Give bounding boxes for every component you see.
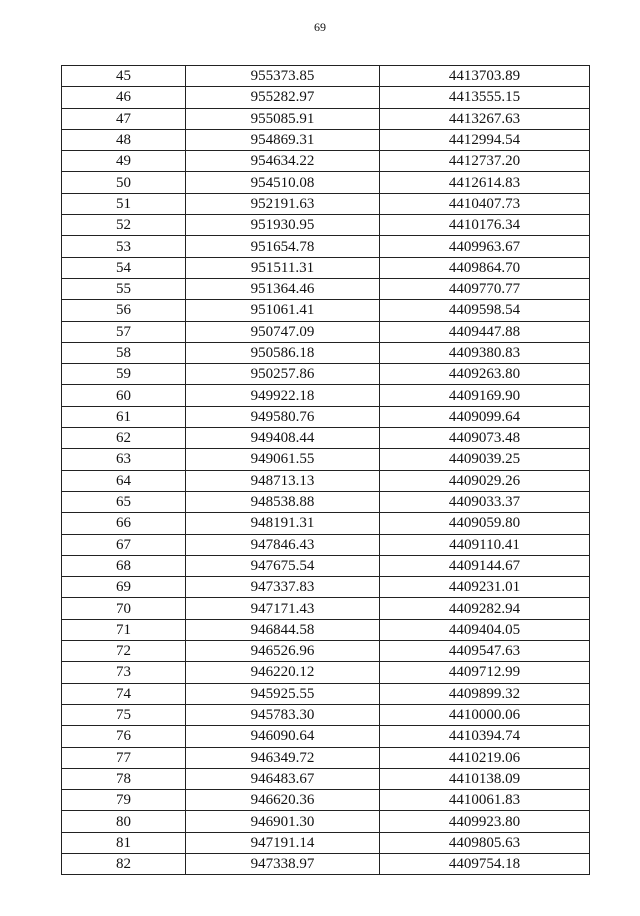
table-row xyxy=(62,172,590,193)
table-row xyxy=(62,193,590,214)
x-coordinate-cell: 948713.13 xyxy=(186,470,380,491)
point-number-cell: 75 xyxy=(62,704,186,725)
table-row xyxy=(62,790,590,811)
x-coordinate-cell: 946901.30 xyxy=(186,811,380,832)
table-row xyxy=(62,66,590,87)
y-coordinate-cell: 4409923.80 xyxy=(380,811,590,832)
point-number-cell: 60 xyxy=(62,385,186,406)
table-row xyxy=(62,151,590,172)
point-number-cell: 64 xyxy=(62,470,186,491)
page-number: 69 xyxy=(314,20,326,34)
y-coordinate-cell: 4409770.77 xyxy=(380,278,590,299)
point-number-cell: 58 xyxy=(62,342,186,363)
x-coordinate-cell: 955085.91 xyxy=(186,108,380,129)
y-coordinate-cell: 4413703.89 xyxy=(380,66,590,87)
point-number-cell: 54 xyxy=(62,257,186,278)
table-row xyxy=(62,641,590,662)
point-number-cell: 47 xyxy=(62,108,186,129)
y-coordinate-cell: 4410061.83 xyxy=(380,790,590,811)
x-coordinate-cell: 945783.30 xyxy=(186,704,380,725)
table-row xyxy=(62,832,590,853)
y-coordinate-cell: 4409099.64 xyxy=(380,406,590,427)
point-number-cell: 59 xyxy=(62,364,186,385)
table-row xyxy=(62,726,590,747)
table-row xyxy=(62,215,590,236)
point-number-cell: 66 xyxy=(62,513,186,534)
y-coordinate-cell: 4410138.09 xyxy=(380,768,590,789)
table-row xyxy=(62,129,590,150)
x-coordinate-cell: 951654.78 xyxy=(186,236,380,257)
table-row xyxy=(62,491,590,512)
y-coordinate-cell: 4409380.83 xyxy=(380,342,590,363)
table-row xyxy=(62,108,590,129)
y-coordinate-cell: 4409263.80 xyxy=(380,364,590,385)
point-number-cell: 76 xyxy=(62,726,186,747)
point-number-cell: 50 xyxy=(62,172,186,193)
point-number-cell: 78 xyxy=(62,768,186,789)
point-number-cell: 49 xyxy=(62,151,186,172)
x-coordinate-cell: 948538.88 xyxy=(186,491,380,512)
y-coordinate-cell: 4409598.54 xyxy=(380,300,590,321)
table-row xyxy=(62,406,590,427)
point-number-cell: 74 xyxy=(62,683,186,704)
table-row xyxy=(62,449,590,470)
point-number-cell: 52 xyxy=(62,215,186,236)
y-coordinate-cell: 4413267.63 xyxy=(380,108,590,129)
table-row xyxy=(62,853,590,874)
x-coordinate-cell: 955373.85 xyxy=(186,66,380,87)
y-coordinate-cell: 4409110.41 xyxy=(380,534,590,555)
point-number-cell: 69 xyxy=(62,577,186,598)
y-coordinate-cell: 4412614.83 xyxy=(380,172,590,193)
point-number-cell: 48 xyxy=(62,129,186,150)
y-coordinate-cell: 4409404.05 xyxy=(380,619,590,640)
point-number-cell: 67 xyxy=(62,534,186,555)
y-coordinate-cell: 4409864.70 xyxy=(380,257,590,278)
x-coordinate-cell: 946620.36 xyxy=(186,790,380,811)
y-coordinate-cell: 4409447.88 xyxy=(380,321,590,342)
x-coordinate-cell: 951930.95 xyxy=(186,215,380,236)
y-coordinate-cell: 4409029.26 xyxy=(380,470,590,491)
point-number-cell: 80 xyxy=(62,811,186,832)
point-number-cell: 70 xyxy=(62,598,186,619)
point-number-cell: 68 xyxy=(62,555,186,576)
x-coordinate-cell: 949580.76 xyxy=(186,406,380,427)
point-number-cell: 81 xyxy=(62,832,186,853)
x-coordinate-cell: 954869.31 xyxy=(186,129,380,150)
x-coordinate-cell: 951061.41 xyxy=(186,300,380,321)
x-coordinate-cell: 952191.63 xyxy=(186,193,380,214)
table-row xyxy=(62,577,590,598)
y-coordinate-cell: 4412737.20 xyxy=(380,151,590,172)
point-number-cell: 65 xyxy=(62,491,186,512)
table-row xyxy=(62,236,590,257)
x-coordinate-cell: 949061.55 xyxy=(186,449,380,470)
table-row xyxy=(62,470,590,491)
y-coordinate-cell: 4409169.90 xyxy=(380,385,590,406)
x-coordinate-cell: 951364.46 xyxy=(186,278,380,299)
point-number-cell: 71 xyxy=(62,619,186,640)
y-coordinate-cell: 4409712.99 xyxy=(380,662,590,683)
y-coordinate-cell: 4409033.37 xyxy=(380,491,590,512)
y-coordinate-cell: 4409073.48 xyxy=(380,428,590,449)
table-row xyxy=(62,811,590,832)
table-row xyxy=(62,534,590,555)
x-coordinate-cell: 946844.58 xyxy=(186,619,380,640)
table-row xyxy=(62,768,590,789)
y-coordinate-cell: 4413555.15 xyxy=(380,87,590,108)
point-number-cell: 77 xyxy=(62,747,186,768)
x-coordinate-cell: 946483.67 xyxy=(186,768,380,789)
point-number-cell: 51 xyxy=(62,193,186,214)
table-row xyxy=(62,87,590,108)
point-number-cell: 57 xyxy=(62,321,186,342)
point-number-cell: 61 xyxy=(62,406,186,427)
y-coordinate-cell: 4410394.74 xyxy=(380,726,590,747)
x-coordinate-cell: 946220.12 xyxy=(186,662,380,683)
point-number-cell: 82 xyxy=(62,853,186,874)
y-coordinate-cell: 4410000.06 xyxy=(380,704,590,725)
y-coordinate-cell: 4409899.32 xyxy=(380,683,590,704)
x-coordinate-cell: 946090.64 xyxy=(186,726,380,747)
point-number-cell: 62 xyxy=(62,428,186,449)
y-coordinate-cell: 4409144.67 xyxy=(380,555,590,576)
x-coordinate-cell: 954510.08 xyxy=(186,172,380,193)
x-coordinate-cell: 954634.22 xyxy=(186,151,380,172)
x-coordinate-cell: 949408.44 xyxy=(186,428,380,449)
table-row xyxy=(62,704,590,725)
y-coordinate-cell: 4409754.18 xyxy=(380,853,590,874)
table-row xyxy=(62,662,590,683)
table-row xyxy=(62,683,590,704)
table-row xyxy=(62,364,590,385)
y-coordinate-cell: 4409805.63 xyxy=(380,832,590,853)
point-number-cell: 73 xyxy=(62,662,186,683)
point-number-cell: 63 xyxy=(62,449,186,470)
x-coordinate-cell: 949922.18 xyxy=(186,385,380,406)
x-coordinate-cell: 946349.72 xyxy=(186,747,380,768)
y-coordinate-cell: 4412994.54 xyxy=(380,129,590,150)
x-coordinate-cell: 950257.86 xyxy=(186,364,380,385)
x-coordinate-cell: 947171.43 xyxy=(186,598,380,619)
table-row xyxy=(62,428,590,449)
y-coordinate-cell: 4409039.25 xyxy=(380,449,590,470)
table-row xyxy=(62,300,590,321)
table-row xyxy=(62,342,590,363)
point-number-cell: 79 xyxy=(62,790,186,811)
x-coordinate-cell: 955282.97 xyxy=(186,87,380,108)
x-coordinate-cell: 945925.55 xyxy=(186,683,380,704)
table-row xyxy=(62,598,590,619)
x-coordinate-cell: 947846.43 xyxy=(186,534,380,555)
table-row xyxy=(62,278,590,299)
y-coordinate-cell: 4409059.80 xyxy=(380,513,590,534)
x-coordinate-cell: 947337.83 xyxy=(186,577,380,598)
table-body xyxy=(62,66,590,875)
x-coordinate-cell: 947191.14 xyxy=(186,832,380,853)
point-number-cell: 45 xyxy=(62,66,186,87)
point-number-cell: 53 xyxy=(62,236,186,257)
y-coordinate-cell: 4409231.01 xyxy=(380,577,590,598)
coordinates-table xyxy=(61,65,590,875)
point-number-cell: 55 xyxy=(62,278,186,299)
y-coordinate-cell: 4409547.63 xyxy=(380,641,590,662)
x-coordinate-cell: 948191.31 xyxy=(186,513,380,534)
x-coordinate-cell: 950747.09 xyxy=(186,321,380,342)
point-number-cell: 56 xyxy=(62,300,186,321)
y-coordinate-cell: 4409282.94 xyxy=(380,598,590,619)
x-coordinate-cell: 947338.97 xyxy=(186,853,380,874)
y-coordinate-cell: 4409963.67 xyxy=(380,236,590,257)
y-coordinate-cell: 4410176.34 xyxy=(380,215,590,236)
x-coordinate-cell: 946526.96 xyxy=(186,641,380,662)
y-coordinate-cell: 4410407.73 xyxy=(380,193,590,214)
table-row xyxy=(62,385,590,406)
point-number-cell: 46 xyxy=(62,87,186,108)
x-coordinate-cell: 947675.54 xyxy=(186,555,380,576)
table-row xyxy=(62,619,590,640)
table-row xyxy=(62,513,590,534)
table-row xyxy=(62,747,590,768)
table-row xyxy=(62,555,590,576)
x-coordinate-cell: 951511.31 xyxy=(186,257,380,278)
x-coordinate-cell: 950586.18 xyxy=(186,342,380,363)
table-row xyxy=(62,257,590,278)
y-coordinate-cell: 4410219.06 xyxy=(380,747,590,768)
table-row xyxy=(62,321,590,342)
point-number-cell: 72 xyxy=(62,641,186,662)
